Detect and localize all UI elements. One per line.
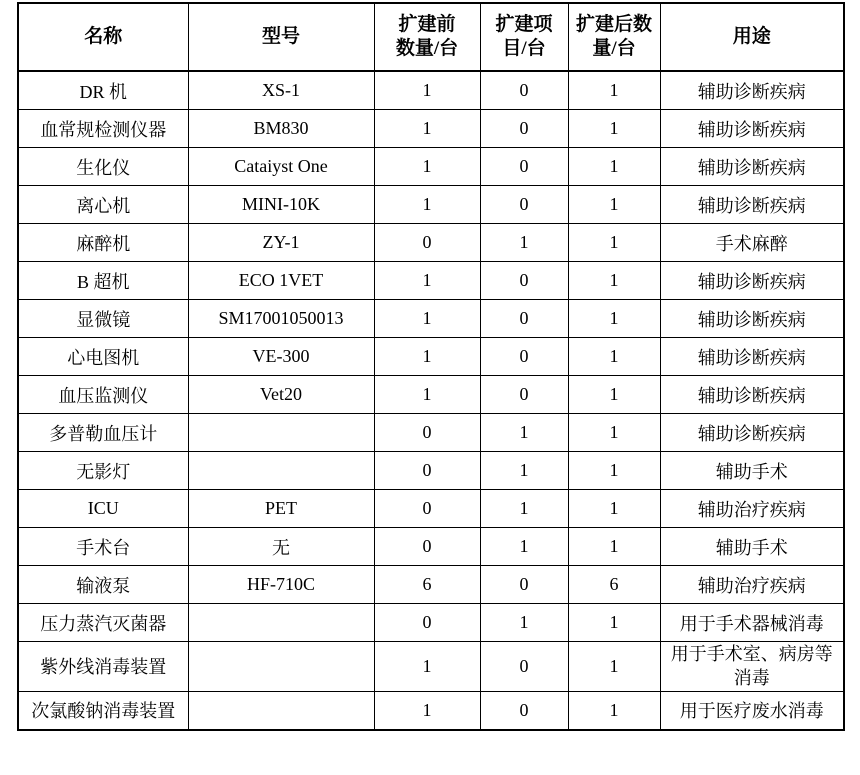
cell-project: 0: [480, 338, 568, 376]
column-header-model-line1: 型号: [261, 26, 300, 48]
cell-name: 无影灯: [18, 452, 188, 490]
cell-name: 麻醉机: [18, 224, 188, 262]
cell-project: 0: [480, 262, 568, 300]
table-row: [18, 338, 844, 376]
cell-after: 1: [568, 604, 660, 642]
cell-use-line1: 用于手术室、病房等: [670, 644, 833, 664]
table-body: [18, 71, 844, 730]
table-header-row: [18, 3, 844, 71]
cell-model: [188, 642, 374, 692]
cell-project: 1: [480, 414, 568, 452]
cell-project: 1: [480, 224, 568, 262]
cell-project: 0: [480, 110, 568, 148]
cell-use: 辅助手术: [660, 452, 844, 490]
cell-model: SM17001050013: [188, 300, 374, 338]
cell-use: 辅助手术: [660, 528, 844, 566]
column-header-before-line1: 扩建前: [398, 14, 456, 36]
cell-name: 生化仪: [18, 148, 188, 186]
cell-project: 0: [480, 376, 568, 414]
cell-model: VE-300: [188, 338, 374, 376]
cell-use-line2: 消毒: [733, 668, 770, 689]
cell-model: ECO 1VET: [188, 262, 374, 300]
cell-after: 1: [568, 528, 660, 566]
cell-model: [188, 414, 374, 452]
cell-use: 辅助诊断疾病: [660, 71, 844, 110]
cell-before: 1: [374, 71, 480, 110]
cell-before: 0: [374, 490, 480, 528]
cell-name: 紫外线消毒装置: [18, 642, 188, 692]
cell-before: 0: [374, 224, 480, 262]
table-row: [18, 300, 844, 338]
cell-name: 血压监测仪: [18, 376, 188, 414]
table-row: [18, 604, 844, 642]
column-header-project: [480, 3, 568, 71]
cell-name: ICU: [18, 490, 188, 528]
cell-before: 0: [374, 414, 480, 452]
cell-after: 1: [568, 224, 660, 262]
cell-model: HF-710C: [188, 566, 374, 604]
table-row: [18, 528, 844, 566]
cell-project: 1: [480, 490, 568, 528]
table-row: [18, 642, 844, 692]
cell-after: 1: [568, 300, 660, 338]
cell-name: 手术台: [18, 528, 188, 566]
cell-use: 辅助诊断疾病: [660, 110, 844, 148]
cell-name: 输液泵: [18, 566, 188, 604]
cell-after: 1: [568, 414, 660, 452]
cell-model: [188, 452, 374, 490]
cell-before: 1: [374, 376, 480, 414]
column-header-project-line1: 扩建项: [495, 14, 553, 36]
cell-use: 辅助治疗疾病: [660, 566, 844, 604]
cell-model: ZY-1: [188, 224, 374, 262]
cell-model: 无: [188, 528, 374, 566]
cell-model: Vet20: [188, 376, 374, 414]
cell-project: 1: [480, 528, 568, 566]
table-header: [18, 3, 844, 71]
column-header-project-line2: 目/台: [502, 38, 546, 59]
cell-name: 压力蒸汽灭菌器: [18, 604, 188, 642]
cell-name: DR 机: [18, 71, 188, 110]
cell-name: 次氯酸钠消毒装置: [18, 691, 188, 730]
column-header-after-line2: 量/台: [592, 38, 636, 59]
cell-before: 1: [374, 148, 480, 186]
cell-after: 1: [568, 262, 660, 300]
cell-use: 用于手术器械消毒: [660, 604, 844, 642]
table-row: [18, 148, 844, 186]
table-row: [18, 224, 844, 262]
cell-after: 1: [568, 110, 660, 148]
table-row: [18, 414, 844, 452]
cell-model: [188, 691, 374, 730]
table-row: [18, 71, 844, 110]
cell-after: 6: [568, 566, 660, 604]
cell-before: 6: [374, 566, 480, 604]
cell-use: 辅助治疗疾病: [660, 490, 844, 528]
cell-after: 1: [568, 148, 660, 186]
cell-project: 0: [480, 148, 568, 186]
column-header-name: [18, 3, 188, 71]
column-header-model: [188, 3, 374, 71]
cell-name: B 超机: [18, 262, 188, 300]
document-sheet: [17, 0, 843, 731]
table-row: [18, 691, 844, 730]
cell-name: 心电图机: [18, 338, 188, 376]
cell-model: PET: [188, 490, 374, 528]
cell-after: 1: [568, 490, 660, 528]
cell-project: 0: [480, 71, 568, 110]
cell-use: 辅助诊断疾病: [660, 414, 844, 452]
cell-project: 0: [480, 642, 568, 692]
cell-before: 1: [374, 300, 480, 338]
column-header-after-line1: 扩建后数: [575, 14, 652, 36]
cell-after: 1: [568, 338, 660, 376]
cell-project: 0: [480, 566, 568, 604]
cell-model: BM830: [188, 110, 374, 148]
cell-name: 血常规检测仪器: [18, 110, 188, 148]
cell-model: Cataiyst One: [188, 148, 374, 186]
cell-before: 1: [374, 262, 480, 300]
cell-before: 0: [374, 604, 480, 642]
cell-name: 显微镜: [18, 300, 188, 338]
cell-use: 用于医疗废水消毒: [660, 691, 844, 730]
cell-after: 1: [568, 376, 660, 414]
cell-before: 0: [374, 528, 480, 566]
cell-project: 0: [480, 691, 568, 730]
cell-before: 1: [374, 691, 480, 730]
cell-after: 1: [568, 452, 660, 490]
table-row: [18, 490, 844, 528]
cell-project: 1: [480, 452, 568, 490]
table-row: [18, 452, 844, 490]
column-header-name-line1: 名称: [84, 26, 123, 48]
cell-model: [188, 604, 374, 642]
cell-project: 1: [480, 604, 568, 642]
table-row: [18, 262, 844, 300]
cell-use: 辅助诊断疾病: [660, 376, 844, 414]
table-row: [18, 186, 844, 224]
table-row: [18, 376, 844, 414]
table-row: [18, 566, 844, 604]
equipment-table: [17, 2, 845, 731]
cell-before: 1: [374, 338, 480, 376]
cell-before: 0: [374, 452, 480, 490]
column-header-before-line2: 数量/台: [395, 38, 459, 59]
cell-name: 离心机: [18, 186, 188, 224]
cell-before: 1: [374, 186, 480, 224]
cell-use: 辅助诊断疾病: [660, 262, 844, 300]
cell-project: 0: [480, 300, 568, 338]
cell-name: 多普勒血压计: [18, 414, 188, 452]
column-header-after: [568, 3, 660, 71]
cell-use: [660, 642, 844, 692]
cell-use: 辅助诊断疾病: [660, 148, 844, 186]
cell-after: 1: [568, 71, 660, 110]
cell-model: XS-1: [188, 71, 374, 110]
cell-after: 1: [568, 691, 660, 730]
cell-use: 辅助诊断疾病: [660, 186, 844, 224]
column-header-use-line1: 用途: [732, 26, 771, 48]
cell-before: 1: [374, 642, 480, 692]
cell-before: 1: [374, 110, 480, 148]
cell-model: MINI-10K: [188, 186, 374, 224]
cell-use: 辅助诊断疾病: [660, 300, 844, 338]
cell-project: 0: [480, 186, 568, 224]
table-row: [18, 110, 844, 148]
cell-use: 手术麻醉: [660, 224, 844, 262]
column-header-before: [374, 3, 480, 71]
cell-after: 1: [568, 186, 660, 224]
cell-use: 辅助诊断疾病: [660, 338, 844, 376]
column-header-use: [660, 3, 844, 71]
cell-after: 1: [568, 642, 660, 692]
